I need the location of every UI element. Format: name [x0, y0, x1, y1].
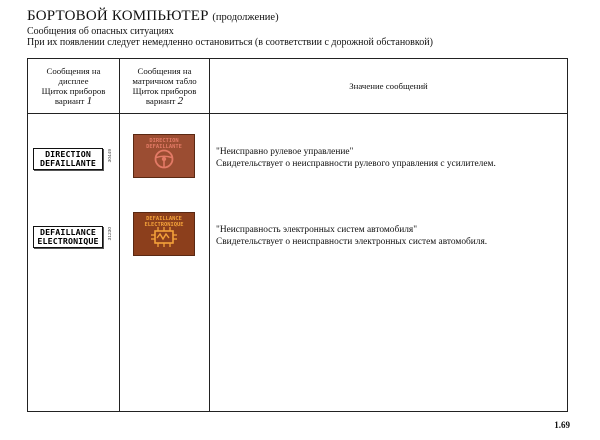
col2-line3: Щиток приборов — [132, 86, 197, 96]
col1-line2: дисплее — [58, 76, 89, 86]
col2-variant-num: 2 — [177, 95, 184, 107]
matrix-line2: ELECTRONIQUE — [144, 222, 184, 228]
matrix-column — [120, 114, 210, 412]
col1-line1: Сообщения на — [46, 66, 101, 76]
display-message-steering — [33, 148, 103, 170]
steering-wheel-icon — [134, 148, 194, 175]
table-header-row — [28, 59, 568, 114]
col-header-display — [28, 59, 120, 114]
col1-variant-num: 1 — [86, 95, 93, 107]
col1-variant-label: вариант — [54, 96, 85, 106]
display-line2: ELECTRONIQUE — [37, 236, 99, 246]
col2-line1: Сообщения на — [137, 66, 192, 76]
message-text: Свидетельствует о неисправности электронных систем автомобиля. — [216, 237, 488, 247]
col3-label: Значение сообщений — [349, 81, 428, 91]
table-body-row — [28, 114, 568, 412]
message-text: Свидетельствует о неисправности рулевого управления с усилителем. — [216, 159, 496, 169]
message-steering — [216, 146, 496, 170]
messages-table — [27, 58, 568, 412]
matrix-line2: DEFAILLANTE — [146, 144, 182, 150]
col-header-matrix — [120, 59, 210, 114]
page-subtitle: Сообщения об опасных ситуациях — [27, 26, 174, 37]
display-message-electronics — [33, 226, 103, 248]
display-line1: DIRECTION — [45, 149, 91, 159]
page-title — [27, 8, 433, 26]
col2-variant-label: вариант — [145, 96, 176, 106]
meaning-column — [210, 114, 568, 412]
image-code: 31230 — [108, 227, 113, 241]
page-header — [27, 8, 433, 48]
message-title: "Неисправность электронных систем автомобиля" — [216, 225, 418, 235]
col2-line2: матричном табло — [132, 76, 197, 86]
col-header-meaning — [210, 59, 568, 114]
image-code: 30449 — [108, 149, 113, 163]
electronic-fault-icon — [134, 226, 194, 253]
message-title: "Неисправно рулевое управление" — [216, 147, 354, 157]
matrix-display-steering — [133, 134, 195, 178]
page-note: При их появлении следует немедленно остановиться (в соответствии с дорожной обстановкой) — [27, 37, 433, 48]
title-suffix: (продолжение) — [212, 12, 279, 23]
display-column — [28, 114, 120, 412]
display-line2: DEFAILLANTE — [39, 158, 97, 168]
matrix-display-electronics — [133, 212, 195, 256]
title-main: БОРТОВОЙ КОМПЬЮТЕР — [27, 8, 209, 24]
page-number: 1.69 — [554, 420, 570, 430]
matrix-line1: DEFAILLANCE — [146, 216, 182, 222]
message-electronics — [216, 224, 487, 248]
matrix-line1: DIRECTION — [149, 138, 179, 144]
display-line1: DEFAILLANCE — [39, 227, 97, 237]
col1-line3: Щиток приборов — [41, 86, 106, 96]
